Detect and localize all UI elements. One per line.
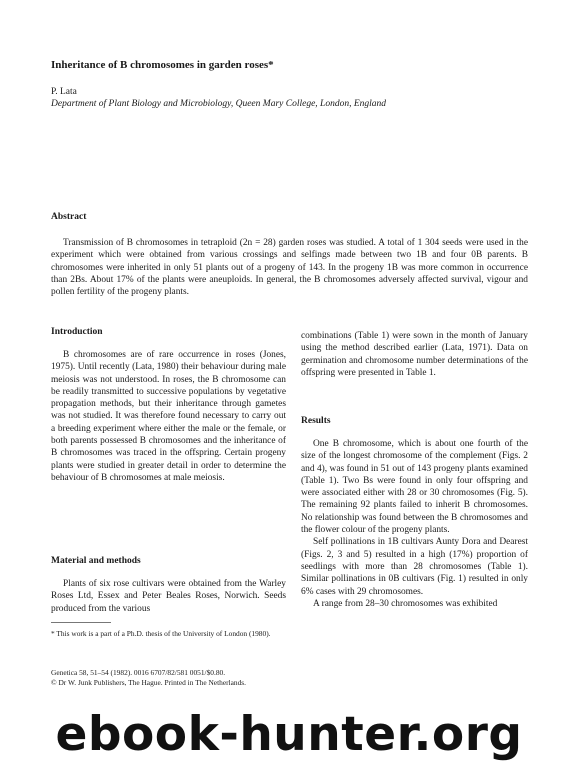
watermark-text: ebook-hunter.org [55,706,523,762]
introduction-text: B chromosomes are of rare occurrence in roses (Jones, 1975). Until recently (Lata, 1980) their behaviour during male meiosis was not understood. In roses, the B chromosome can be readily transmitted to successive populations by vegetative propagation methods, but their inheritance through gametes was not studied. It was therefore found necessary to carry out a breeding experiment where either the male or the female, or both parents possessed B chromosomes and the inheritance of B chromosomes was traced in the offspring. Certain progeny plants were studied in greater detail in order to determine the behaviour of B chromosomes at male meiosis. [51,350,286,483]
introduction-heading: Introduction [51,327,103,337]
results-paragraph-1: One B chromosome, which is about one fourth of the size of the longest chromosome of the complement (Figs. 2 and 4), was found in 51 out of 143 progeny plants examined (Table 1). Two Bs were found in only four offspring and were associated either with 28 or 30 chromosomes (Fig. 5). The remaining 92 plants failed to inherit B chromosomes. No relationship was found between the B chromosomes and the flower colour of the progeny plants. [301,439,528,536]
results-body [301,438,528,610]
methods-text: Plants of six rose cultivars were obtained from the Warley Roses Ltd, Essex and Peter Beales Roses, Norwich. Seeds produced from the various [51,579,286,614]
results-paragraph-2: Self pollinations in 1B cultivars Aunty Dora and Dearest (Figs. 2, 3 and 5) resulted in a high (17%) proportion of seedlings with more than 28 chromosomes (Table 1). Similar pollinations in 0B cultivars (Fig. 1) resulted in only 6% cases with 29 chromosomes. [301,537,528,597]
methods-continued [301,330,528,379]
abstract-text: Transmission of B chromosomes in tetraploid (2n = 28) garden roses was studied. A total of 1 304 seeds were used in the experiment which were obtained from various crossings and selfings made between two 1B and four 0B parents. B chromosomes were inherited in only 51 plants out of a progeny of 143. In the progeny 1B was more common in occurrence than 2Bs. About 17% of the plants were aneuploids. In general, the B chromosomes adversely affected survival, vigour and pollen fertility of the progeny plants. [51,238,528,298]
results-heading: Results [301,416,331,426]
author-affiliation: Department of Plant Biology and Microbiology, Queen Mary College, London, England [51,99,387,109]
abstract-body [51,237,528,298]
journal-info [51,668,351,688]
journal-citation: Genetica 58, 51–54 (1982). 0016 6707/82/581 0051/$0.80. [51,668,226,677]
footnote: * This work is a part of a Ph.D. thesis of the University of London (1980). [51,629,271,638]
journal-copyright: © Dr W. Junk Publishers, The Hague. Printed in The Netherlands. [51,678,247,687]
footnote-rule [51,622,111,623]
methods-body [51,578,286,615]
abstract-heading: Abstract [51,212,87,222]
author-name: P. Lata [51,87,77,97]
paper-title: Inheritance of B chromosomes in garden roses* [51,59,274,71]
methods-heading: Material and methods [51,556,141,566]
introduction-body [51,349,286,484]
methods-continued-text: combinations (Table 1) were sown in the month of January using the method described earlier (Lata, 1971). Data on germination and chromosome number determinations of the offspring were presented in Table 1. [301,331,528,378]
results-paragraph-3: A range from 28–30 chromosomes was exhibited [313,598,498,609]
